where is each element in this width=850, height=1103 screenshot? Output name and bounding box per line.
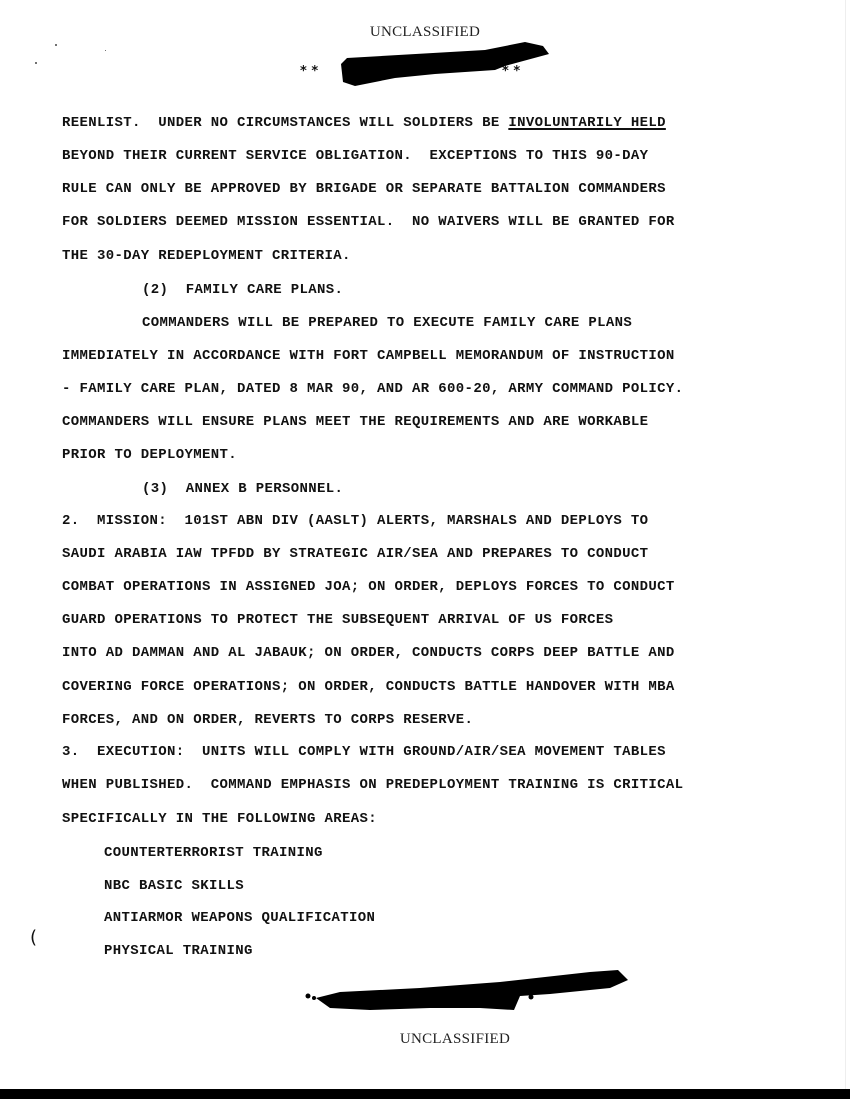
body-line-21: WHEN PUBLISHED. COMMAND EMPHASIS ON PREDEPLOYMENT TRAINING IS CRITICAL [62,777,684,793]
body-line-7: COMMANDERS WILL BE PREPARED TO EXECUTE FAMILY CARE PLANS [142,315,633,331]
training-area-physical: PHYSICAL TRAINING [104,943,253,959]
training-area-antiarmor: ANTIARMOR WEAPONS QUALIFICATION [104,910,376,926]
body-line-4: FOR SOLDIERS DEEMED MISSION ESSENTIAL. NO WAIVERS WILL BE GRANTED FOR [62,214,675,230]
underlined-phrase: INVOLUNTARILY HELD [508,115,666,131]
subheading-family-care-plans: (2) FAMILY CARE PLANS. [142,282,344,298]
body-line-3: RULE CAN ONLY BE APPROVED BY BRIGADE OR SEPARATE BATTALION COMMANDERS [62,181,666,197]
star-marks-right: * * [502,64,521,79]
body-line-16: GUARD OPERATIONS TO PROTECT THE SUBSEQUENT ARRIVAL OF US FORCES [62,612,614,628]
training-area-counterterrorist: COUNTERTERRORIST TRAINING [104,845,323,861]
paragraph-execution: 3. EXECUTION: UNITS WILL COMPLY WITH GROUND/AIR/SEA MOVEMENT TABLES [62,744,666,760]
bottom-border [0,1089,850,1099]
margin-mark: ( [30,927,38,948]
training-area-nbc: NBC BASIC SKILLS [104,878,245,894]
body-line-18: COVERING FORCE OPERATIONS; ON ORDER, CONDUCTS BATTLE HANDOVER WITH MBA [62,679,675,695]
body-line-17: INTO AD DAMMAN AND AL JABAUK; ON ORDER, CONDUCTS CORPS DEEP BATTLE AND [62,645,675,661]
body-line-19: FORCES, AND ON ORDER, REVERTS TO CORPS RESERVE. [62,712,474,728]
body-line-9: - FAMILY CARE PLAN, DATED 8 MAR 90, AND AR 600-20, ARMY COMMAND POLICY. [62,381,684,397]
bottom-classification-marking: UNCLASSIFIED [399,1031,511,1047]
redaction-bar-bottom [300,964,635,1020]
body-line-1: REENLIST. UNDER NO CIRCUMSTANCES WILL SOLDIERS BE INVOLUNTARILY HELD [62,115,666,131]
scan-speck [105,50,106,51]
body-line-5: THE 30-DAY REDEPLOYMENT CRITERIA. [62,248,351,264]
paragraph-mission: 2. MISSION: 101ST ABN DIV (AASLT) ALERTS, MARSHALS AND DEPLOYS TO [62,513,649,529]
scan-speck [55,44,57,46]
body-line-15: COMBAT OPERATIONS IN ASSIGNED JOA; ON ORDER, DEPLOYS FORCES TO CONDUCT [62,579,675,595]
subheading-annex-b-personnel: (3) ANNEX B PERSONNEL. [142,481,344,497]
body-line-8: IMMEDIATELY IN ACCORDANCE WITH FORT CAMPBELL MEMORANDUM OF INSTRUCTION [62,348,675,364]
body-line-10: COMMANDERS WILL ENSURE PLANS MEET THE REQUIREMENTS AND ARE WORKABLE [62,414,649,430]
scan-edge [845,0,850,1090]
body-line-2: BEYOND THEIR CURRENT SERVICE OBLIGATION. EXCEPTIONS TO THIS 90-DAY [62,148,649,164]
redaction-bar-top [335,38,555,90]
scan-speck [35,62,37,64]
star-marks-left: * * [300,64,319,79]
body-line-22: SPECIFICALLY IN THE FOLLOWING AREAS: [62,811,378,827]
body-line-11: PRIOR TO DEPLOYMENT. [62,447,238,463]
top-classification-marking: UNCLASSIFIED [369,24,481,40]
body-line-14: SAUDI ARABIA IAW TPFDD BY STRATEGIC AIR/SEA AND PREPARES TO CONDUCT [62,546,649,562]
